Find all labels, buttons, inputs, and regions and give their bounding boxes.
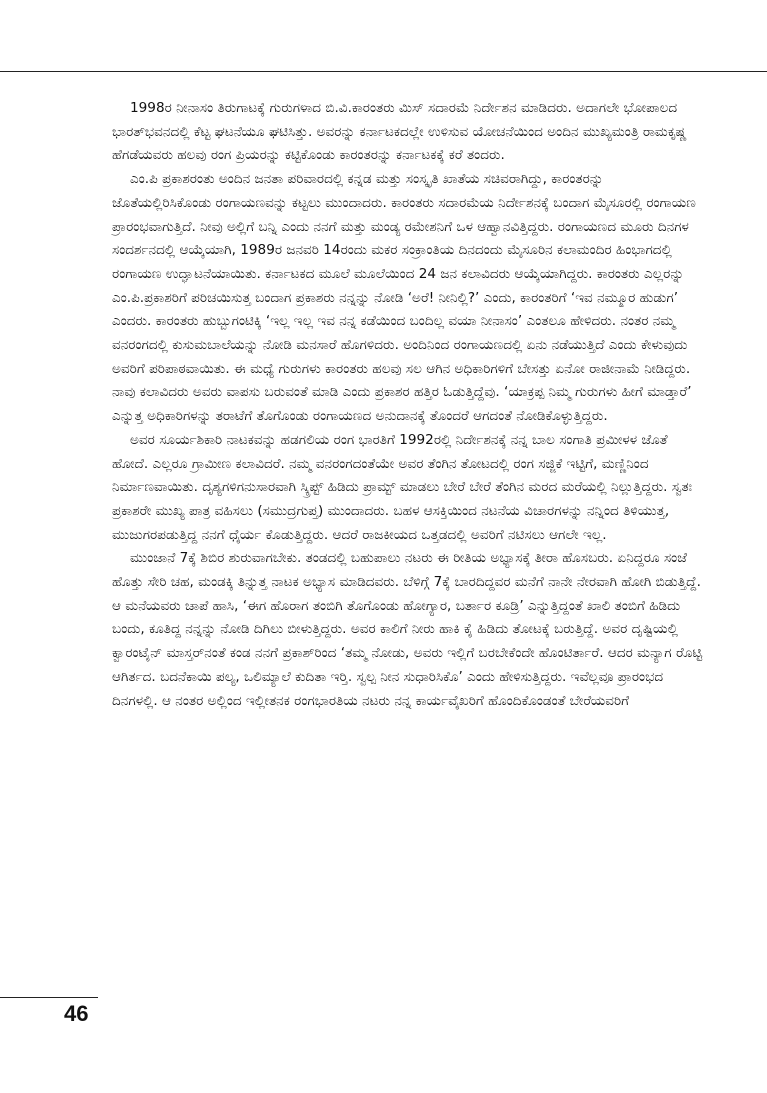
paragraph-text: 1998ರ ನೀನಾಸಂ ತಿರುಗಾಟಕ್ಕೆ ಗುರುಗಳಾದ ಬಿ.ವಿ.ಕಾರಂತರು ಮಿಸ್ ಸದಾರಮೆ ನಿರ್ದೇಶನ ಮಾಡಿದರು. ಅದಾಗಲೇ ಭೋಪಾಲದ ಭಾರತ್‌ಭವನದಲ್ಲಿ ಕೆಟ್ಟ ಘಟನೆಯೂ ಘಟಿಸಿತ್ತು. ಅವರನ್ನು ಕರ್ನಾಟಕದಲ್ಲೇ ಉಳಿಸುವ ಯೋಚನೆಯಿಂದ ಅಂದಿನ ಮುಖ್ಯಮಂತ್ರಿ ರಾಮಕೃಷ್ಣ ಹೆಗಡೆಯವರು ಹಲವು ರಂಗ ಪ್ರಿಯರನ್ನು ಕಟ್ಟಿಕೊಂಡು ಕಾರಂತರನ್ನು ಕರ್ನಾಟಕಕ್ಕೆ ಕರೆ ತಂದರು. [112, 100, 687, 164]
paragraph [112, 429, 704, 548]
paragraph-text: ಅವರ ಸೂರ್ಯಶಿಕಾರಿ ನಾಟಕವನ್ನು ಹಡಗಲಿಯ ರಂಗ ಭಾರತಿಗೆ 1992ರಲ್ಲಿ ನಿರ್ದೇಶನಕ್ಕೆ ನನ್ನ ಬಾಲ ಸಂಗಾತಿ ಪ್ರಮೀಳಳ ಜೊತೆ ಹೋದೆ. ಎಲ್ಲರೂ ಗ್ರಾಮೀಣ ಕಲಾವಿದರೆ. ನಮ್ಮ ವನರಂಗದಂತೆಯೇ ಅವರ ತೆಂಗಿನ ತೋಟದಲ್ಲಿ ರಂಗ ಸಜ್ಜಿಕೆ ಇಟ್ಟಿಗೆ, ಮಣ್ಣಿನಿಂದ ನಿರ್ಮಾಣವಾಯಿತು. ದೃಶ್ಯಗಳಿಗನುಸಾರವಾಗಿ ಸ್ಕ್ರಿಪ್ಟ್ ಹಿಡಿದು ಪ್ರಾಮ್ಟ್ ಮಾಡಲು ಬೇರೆ ಬೇರೆ ತೆಂಗಿನ ಮರದ ಮರೆಯಲ್ಲಿ ನಿಲ್ಲುತ್ತಿದ್ದರು. ಸ್ವತಃ ಪ್ರಕಾಶರೇ ಮುಖ್ಯ ಪಾತ್ರ ವಹಿಸಲು (ಸಮುದ್ರಗುಪ್ತ) ಮುಂದಾದರು. ಬಹಳ ಆಸಕ್ತಿಯಿಂದ ನಟನೆಯ ವಿಚಾರಗಳನ್ನು ನನ್ನಿಂದ ತಿಳಿಯುತ್ತ, ಮುಜುಗರಪಡುತ್ತಿದ್ದ ನನಗೆ ಧೈರ್ಯ ಕೊಡುತ್ತಿದ್ದರು. ಆದರೆ ರಾಜಕೀಯದ ಒತ್ತಡದಲ್ಲಿ ಅವರಿಗೆ ನಟಿಸಲು ಆಗಲೇ ಇಲ್ಲ. [112, 431, 693, 543]
paragraph-text: ಮುಂಜಾನೆ 7ಕ್ಕೆ ಶಿಬಿರ ಶುರುವಾಗಬೇಕು. ತಂಡದಲ್ಲಿ ಬಹುಪಾಲು ನಟರು ಈ ರೀತಿಯ ಅಭ್ಯಾಸಕ್ಕೆ ತೀರಾ ಹೊಸಬರು. ಏನಿದ್ದರೂ ಸಂಜೆ ಹೊತ್ತು ಸೇರಿ ಚಹ, ಮಂಡಕ್ಕಿ ತಿನ್ನುತ್ತ ನಾಟಕ ಅಭ್ಯಾಸ ಮಾಡಿದವರು. ಬೆಳಿಗ್ಗೆ 7ಕ್ಕೆ ಬಾರದಿದ್ದವರ ಮನೆಗೆ ನಾನೇ ನೇರವಾಗಿ ಹೋಗಿ ಬಿಡುತ್ತಿದ್ದೆ. ಆ ಮನೆಯವರು ಚಾಪೆ ಹಾಸಿ, ‘ಈಗ ಹೊರಾಗ ತಂಬಿಗಿ ತೊಗೊಂಡು ಹೋಗ್ಯಾರ, ಬರ್ತಾರ ಕೂಡ್ರಿ’ ಎನ್ನುತ್ತಿದ್ದಂತೆ ಖಾಲಿ ತಂಬಿಗೆ ಹಿಡಿದು ಬಂದು, ಕೂತಿದ್ದ ನನ್ನನ್ನು ನೋಡಿ ದಿಗಿಲು ಬೀಳುತ್ತಿದ್ದರು. ಅವರ ಕಾಲಿಗೆ ನೀರು ಹಾಕಿ ಕೈ ಹಿಡಿದು ತೋಟಕ್ಕೆ ಬರುತ್ತಿದ್ದೆ. ಅವರ ದೃಷ್ಟಿಯಲ್ಲಿ ಕ್ವಾರಂಟೈನ್ ಮಾಸ್ತರ್‌ನಂತೆ ಕಂಡ ನನಗೆ ಪ್ರಕಾಶ್‌ರಿಂದ ‘ತಮ್ಮ ನೋಡು, ಅವರು ಇಲ್ಲಿಗೆ ಬರಬೇಕೆಂದೇ ಹೊಂಟಿರ್ತಾರೆ. ಆದರ ಮನ್ಯಾಗ ರೊಟ್ಟಿ ಆಗಿರ್ತದ. ಬದನೆಕಾಯಿ ಪಲ್ಯ, ಒಲಿಮ್ಯಾಲೆ ಕುದಿತಾ ಇರ್‍ತಿ. ಸ್ವಲ್ಪ ನೀನ ಸುಧಾರಿಸಿಕೊ’ ಎಂದು ಹೇಳಿಸುತ್ತಿದ್ದರು. ಇವೆಲ್ಲವೂ ಪ್ರಾರಂಭದ ದಿನಗಳಲ್ಲಿ. ಆ ನಂತರ ಅಲ್ಲಿಂದ ಇಲ್ಲೀತನಕ ರಂಗಭಾರತಿಯ ನಟರು ನನ್ನ ಕಾರ್ಯವೈಖರಿಗೆ ಹೊಂದಿಕೊಂಡಂತೆ ಬೇರೆಯವರಿಗೆ [112, 550, 703, 709]
paragraph [112, 97, 704, 168]
page-number: 46 [64, 1001, 89, 1026]
header-rule [0, 71, 767, 72]
footer-rule [0, 997, 98, 998]
body-text [112, 97, 704, 713]
paragraph [112, 168, 704, 429]
paragraph [112, 547, 704, 713]
paragraph-text: ಎಂ.ಪಿ ಪ್ರಕಾಶರಂತು ಅಂದಿನ ಜನತಾ ಪರಿವಾರದಲ್ಲಿ ಕನ್ನಡ ಮತ್ತು ಸಂಸ್ಕೃತಿ ಖಾತೆಯ ಸಚಿವರಾಗಿದ್ದು, ಕಾರಂತರನ್ನು ಜೊತೆಯಲ್ಲಿರಿಸಿಕೊಂಡು ರಂಗಾಯಣವನ್ನು ಕಟ್ಟಲು ಮುಂದಾದರು. ಕಾರಂತರು ಸದಾರಮೆಯ ನಿರ್ದೇಶನಕ್ಕೆ ಬಂದಾಗ ಮೈಸೂರಲ್ಲಿ ರಂಗಾಯಣ ಪ್ರಾರಂಭವಾಗುತ್ತಿದೆ. ನೀವು ಅಲ್ಲಿಗೆ ಬನ್ನಿ ಎಂದು ನನಗೆ ಮತ್ತು ಮಂಡ್ಯ ರಮೇಶನಿಗೆ ಒಳ ಆಹ್ವಾನವಿತ್ತಿದ್ದರು. ರಂಗಾಯಣದ ಮೂರು ದಿನಗಳ ಸಂದರ್ಶನದಲ್ಲಿ ಆಯ್ಕೆಯಾಗಿ, 1989ರ ಜನವರಿ 14ರಂದು ಮಕರ ಸಂಕ್ರಾಂತಿಯ ದಿನದಂದು ಮೈಸೂರಿನ ಕಲಾಮಂದಿರ ಹಿಂಭಾಗದಲ್ಲಿ ರಂಗಾಯಣ ಉದ್ಘಾಟನೆಯಾಯಿತು. ಕರ್ನಾಟಕದ ಮೂಲೆ ಮೂಲೆಯಿಂದ 24 ಜನ ಕಲಾವಿದರು ಆಯ್ಕೆಯಾಗಿದ್ದರು. ಕಾರಂತರು ಎಲ್ಲರನ್ನು ಎಂ.ಪಿ.ಪ್ರಕಾಶರಿಗೆ ಪರಿಚಯಿಸುತ್ತ ಬಂದಾಗ ಪ್ರಕಾಶರು ನನ್ನನ್ನು ನೋಡಿ ‘ಅರೆ! ನೀನಿಲ್ಲಿ?’ ಎಂದು, ಕಾರಂತರಿಗೆ ‘ಇವ ನಮ್ಮೂರ ಹುಡುಗ’ ಎಂದರು. ಕಾರಂತರು ಹುಬ್ಬುಗಂಟಿಕ್ಕಿ ‘ಇಲ್ಲ ಇಲ್ಲ ಇವ ನನ್ನ ಕಡೆಯಿಂದ ಬಂದಿಲ್ಲ ವಯಾ ನೀನಾಸಂ’ ಎಂತಲೂ ಹೇಳಿದರು. ನಂತರ ನಮ್ಮ ವನರಂಗದಲ್ಲಿ ಕುಸುಮಬಾಲೆಯನ್ನು ನೋಡಿ ಮನಸಾರೆ ಹೊಗಳಿದರು. ಅಂದಿನಿಂದ ರಂಗಾಯಣದಲ್ಲಿ ಏನು ನಡೆಯುತ್ತಿದೆ ಎಂದು ಕೇಳುವುದು ಅವರಿಗೆ ಪರಿಪಾಠವಾಯಿತು. ಈ ಮಧ್ಯೆ ಗುರುಗಳು ಕಾರಂತರು ಹಲವು ಸಲ ಆಗಿನ ಅಧಿಕಾರಿಗಳಿಗೆ ಬೇಸತ್ತು ಏನೋ ರಾಜೀನಾಮೆ ನೀಡಿದ್ದರು. ನಾವು ಕಲಾವಿದರು ಅವರು ವಾಪಸು ಬರುವಂತೆ ಮಾಡಿ ಎಂದು ಪ್ರಕಾಶರ ಹತ್ತಿರ ಓಡುತ್ತಿದ್ದೆವು. ‘ಯಾಕ್ರಪ್ಪ ನಿಮ್ಮ ಗುರುಗಳು ಹೀಗೆ ಮಾಡ್ತಾರೆ’ ಎನ್ನುತ್ತ ಅಧಿಕಾರಿಗಳನ್ನು ತರಾಟೆಗೆ ತೊಗೊಂಡು ರಂಗಾಯಣದ ಅನುದಾನಕ್ಕೆ ತೊಂದರೆ ಆಗದಂತೆ ನೋಡಿಕೊಳ್ಳುತ್ತಿದ್ದರು. [112, 171, 696, 425]
